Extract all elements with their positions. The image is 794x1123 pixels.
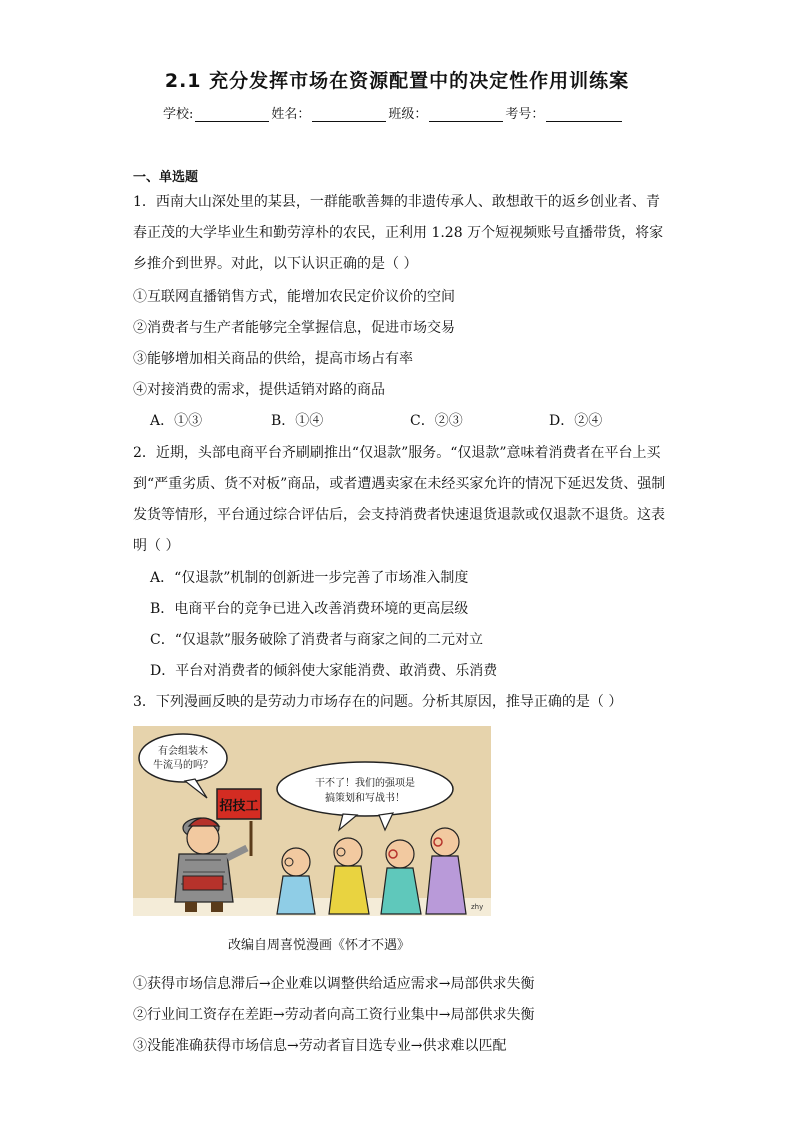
q2-stem-line: 2．近期，头部电商平台齐刷刷推出“仅退款”服务。“仅退款”意味着消费者在平台上买	[133, 445, 661, 461]
name-blank	[312, 107, 386, 122]
section-heading: 一、单选题	[133, 170, 199, 185]
q3-statement: ①获得市场信息滞后→企业难以调整供给适应需求→局部供求失衡	[133, 976, 535, 992]
q1-stem-line: 乡推介到世界。对此，以下认识正确的是（ ）	[133, 256, 418, 272]
q2-stem-line: 到“严重劣质、货不对板”商品，或者遭遇卖家在未经买家允许的情况下延迟发货、强制	[133, 476, 666, 492]
cartoon-caption: 改编自周喜悦漫画《怀才不遇》	[228, 938, 411, 953]
bubble-left-text: 有会组装木	[158, 746, 208, 757]
q2-stem-line: 发货等情形，平台通过综合评估后，会支持消费者快速退货退款或仅退款不退货。这表	[133, 507, 665, 523]
class-label: 班级：	[388, 107, 428, 122]
cartoon-illustration	[133, 726, 491, 916]
name-label: 姓名：	[271, 107, 311, 122]
q2-option-b: B．电商平台的竞争已进入改善消费环境的更高层级	[150, 601, 469, 617]
q3-statement: ②行业间工资存在差距→劳动者向高工资行业集中→局部供求失衡	[133, 1007, 535, 1023]
q1-option-c: C．②③	[410, 413, 463, 429]
q1-statement: ①互联网直播销售方式，能增加农民定价议价的空间	[133, 289, 455, 305]
exam-number-label: 考号：	[505, 107, 545, 122]
school-label: 学校:	[163, 107, 194, 122]
class-blank	[429, 107, 503, 122]
artist-signature: zhy	[471, 903, 484, 911]
q2-option-c: C．“仅退款”服务破除了消费者与商家之间的二元对立	[150, 632, 484, 648]
bubble-right-text: 干不了！我们的强项是	[315, 778, 415, 789]
q3-stem: 3．下列漫画反映的是劳动力市场存在的问题。分析其原因，推导正确的是（ ）	[133, 694, 623, 710]
q1-statement: ②消费者与生产者能够完全掌握信息，促进市场交易	[133, 320, 455, 336]
exam-number-blank	[546, 107, 622, 122]
student-info-line	[163, 103, 624, 122]
q1-statement: ③能够增加相关商品的供给，提高市场占有率	[133, 351, 413, 367]
q1-option-a: A．①③	[150, 413, 203, 429]
sign-text: 招技工	[219, 799, 259, 814]
bubble-right-text: 搞策划和写战书！	[325, 793, 405, 804]
q2-stem-line: 明（ ）	[133, 538, 180, 554]
q2-option-a: A．“仅退款”机制的创新进一步完善了市场准入制度	[150, 570, 469, 586]
q1-statement: ④对接消费的需求，提供适销对路的商品	[133, 382, 385, 398]
q1-stem-line: 春正茂的大学毕业生和勤劳淳朴的农民，正利用 1.28 万个短视频账号直播带货，将家	[133, 225, 664, 241]
q1-stem-line: 1．西南大山深处里的某县，一群能歌善舞的非遗传承人、敢想敢干的返乡创业者、青	[133, 194, 660, 210]
q2-option-d: D．平台对消费者的倾斜使大家能消费、敢消费、乐消费	[150, 663, 498, 679]
q1-option-b: B．①④	[271, 413, 324, 429]
school-blank	[195, 107, 269, 122]
document-title: 2.1 充分发挥市场在资源配置中的决定性作用训练案	[164, 70, 630, 92]
q1-option-d: D．②④	[549, 413, 603, 429]
q3-statement: ③没能准确获得市场信息→劳动者盲目选专业→供求难以匹配	[133, 1038, 507, 1054]
bubble-left-text: 牛流马的吗？	[153, 760, 213, 771]
